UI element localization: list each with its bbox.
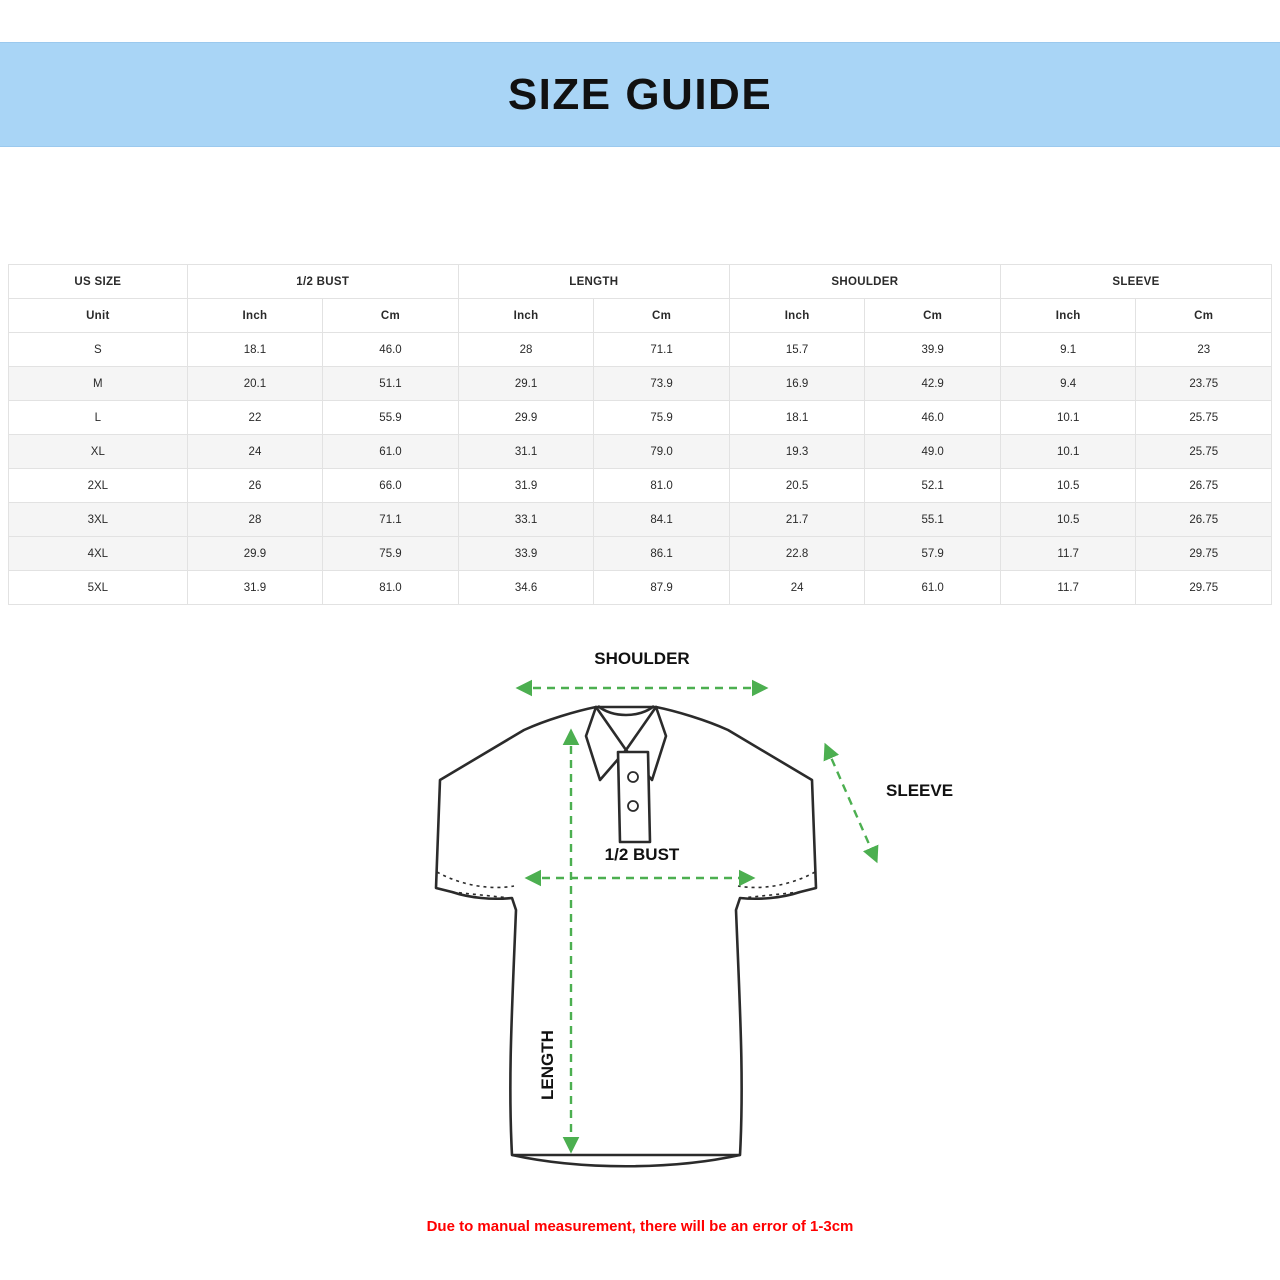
cell-shoulder-inch: 24 [729,571,865,605]
table-group-header-row [9,265,1272,299]
cell-sleeve-cm: 23 [1136,333,1272,367]
cell-bust-inch: 26 [187,469,323,503]
cell-length-inch: 31.9 [458,469,594,503]
size-guide-banner [0,42,1280,147]
cell-shoulder-inch: 22.8 [729,537,865,571]
cell-bust-inch: 29.9 [187,537,323,571]
table-row [9,401,1272,435]
cell-length-inch: 29.1 [458,367,594,401]
cell-length-cm: 84.1 [594,503,730,537]
measurement-disclaimer: Due to manual measurement, there will be an error of 1-3cm [426,1218,854,1235]
cell-sleeve-cm: 26.75 [1136,503,1272,537]
cell-length-cm: 87.9 [594,571,730,605]
cell-length-inch: 28 [458,333,594,367]
cell-bust-cm: 71.1 [323,503,459,537]
cell-sleeve-cm: 26.75 [1136,469,1272,503]
cell-shoulder-inch: 21.7 [729,503,865,537]
cell-shoulder-cm: 46.0 [865,401,1001,435]
table-unit-header-row [9,299,1272,333]
table-row [9,367,1272,401]
unit-length-inch: Inch [458,299,594,333]
header-half-bust: 1/2 BUST [187,265,458,299]
cell-sleeve-inch: 10.1 [1000,401,1136,435]
cell-bust-cm: 46.0 [323,333,459,367]
cell-length-cm: 86.1 [594,537,730,571]
cell-shoulder-inch: 20.5 [729,469,865,503]
table-row [9,537,1272,571]
unit-shoulder-cm: Cm [865,299,1001,333]
cell-sleeve-cm: 29.75 [1136,571,1272,605]
unit-sleeve-inch: Inch [1000,299,1136,333]
unit-shoulder-inch: Inch [729,299,865,333]
cell-bust-inch: 22 [187,401,323,435]
sleeve-measure-arrow [826,746,876,860]
cell-size: 2XL [9,469,188,503]
cell-sleeve-inch: 9.4 [1000,367,1136,401]
cell-bust-inch: 18.1 [187,333,323,367]
cell-size: S [9,333,188,367]
cell-bust-cm: 61.0 [323,435,459,469]
cell-shoulder-cm: 55.1 [865,503,1001,537]
header-sleeve: SLEEVE [1000,265,1271,299]
cell-size: 3XL [9,503,188,537]
header-shoulder: SHOULDER [729,265,1000,299]
table-row [9,469,1272,503]
cell-length-cm: 75.9 [594,401,730,435]
unit-bust-inch: Inch [187,299,323,333]
unit-label: Unit [9,299,188,333]
size-table-container [8,264,1272,605]
cell-bust-cm: 75.9 [323,537,459,571]
cell-bust-cm: 66.0 [323,469,459,503]
cell-bust-inch: 31.9 [187,571,323,605]
cell-length-cm: 79.0 [594,435,730,469]
cell-length-cm: 71.1 [594,333,730,367]
cell-length-inch: 29.9 [458,401,594,435]
cell-sleeve-cm: 25.75 [1136,435,1272,469]
cell-sleeve-cm: 23.75 [1136,367,1272,401]
bust-label: 1/2 BUST [604,845,680,864]
table-row [9,435,1272,469]
table-row [9,503,1272,537]
cell-size: XL [9,435,188,469]
unit-sleeve-cm: Cm [1136,299,1272,333]
sleeve-label: SLEEVE [886,781,954,800]
cell-bust-inch: 24 [187,435,323,469]
cell-shoulder-inch: 19.3 [729,435,865,469]
cell-size: 4XL [9,537,188,571]
cell-size: 5XL [9,571,188,605]
cell-sleeve-inch: 11.7 [1000,537,1136,571]
cell-length-inch: 34.6 [458,571,594,605]
cell-length-cm: 81.0 [594,469,730,503]
cell-length-inch: 33.9 [458,537,594,571]
cell-shoulder-cm: 39.9 [865,333,1001,367]
cell-bust-inch: 20.1 [187,367,323,401]
cell-sleeve-inch: 10.5 [1000,503,1136,537]
cell-length-cm: 73.9 [594,367,730,401]
cell-size: M [9,367,188,401]
polo-shirt-illustration [436,706,816,1166]
cell-sleeve-inch: 10.1 [1000,435,1136,469]
cell-sleeve-inch: 10.5 [1000,469,1136,503]
cell-bust-cm: 51.1 [323,367,459,401]
size-table-body [9,333,1272,605]
header-us-size: US SIZE [9,265,188,299]
table-row [9,333,1272,367]
cell-shoulder-cm: 57.9 [865,537,1001,571]
cell-shoulder-cm: 42.9 [865,367,1001,401]
page-title: SIZE GUIDE [507,69,773,119]
table-row [9,571,1272,605]
cell-sleeve-inch: 9.1 [1000,333,1136,367]
cell-length-inch: 31.1 [458,435,594,469]
size-table [8,264,1272,605]
cell-shoulder-inch: 16.9 [729,367,865,401]
cell-shoulder-inch: 15.7 [729,333,865,367]
cell-sleeve-inch: 11.7 [1000,571,1136,605]
header-length: LENGTH [458,265,729,299]
unit-bust-cm: Cm [323,299,459,333]
cell-shoulder-cm: 49.0 [865,435,1001,469]
length-label: LENGTH [538,1030,557,1100]
cell-bust-inch: 28 [187,503,323,537]
cell-shoulder-cm: 52.1 [865,469,1001,503]
cell-shoulder-cm: 61.0 [865,571,1001,605]
cell-length-inch: 33.1 [458,503,594,537]
cell-shoulder-inch: 18.1 [729,401,865,435]
unit-length-cm: Cm [594,299,730,333]
shoulder-label: SHOULDER [594,649,690,668]
cell-sleeve-cm: 29.75 [1136,537,1272,571]
cell-sleeve-cm: 25.75 [1136,401,1272,435]
cell-size: L [9,401,188,435]
cell-bust-cm: 81.0 [323,571,459,605]
cell-bust-cm: 55.9 [323,401,459,435]
measurement-diagram [0,610,1280,1210]
